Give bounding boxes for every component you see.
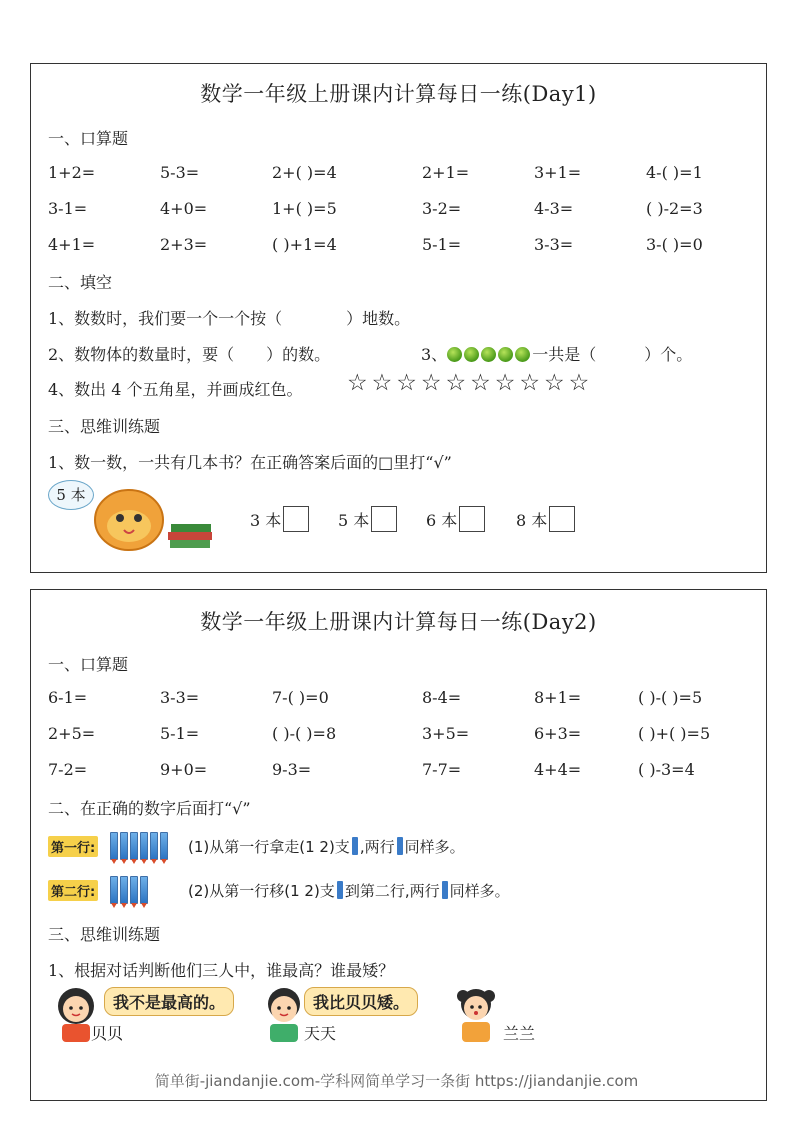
problem: ( )+1=4 bbox=[272, 235, 337, 254]
fill-question-2: 2、数物体的数量时，要（ ）的数。 bbox=[48, 345, 331, 364]
stars-row-icon: ☆☆☆☆☆☆☆☆☆☆ bbox=[347, 370, 594, 396]
problem: 8-4= bbox=[422, 688, 462, 707]
problem: ( )-2=3 bbox=[646, 199, 703, 218]
footer-watermark: 简单街-jiandanjie.com-学科网简单学习一条街 https://jiandanjie.com bbox=[154, 1072, 639, 1090]
day2-section1-heading: 一、口算题 bbox=[48, 655, 129, 674]
pencil-question-1: (1)从第一行拿走(1 2)支 ,两行 同样多。 bbox=[188, 838, 465, 856]
pencil-question-2: (2)从第一行移(1 2)支 到第二行,两行 同样多。 bbox=[188, 882, 510, 900]
problem: 3-2= bbox=[422, 199, 462, 218]
problem: ( )-3=4 bbox=[638, 760, 695, 779]
problem: 9+0= bbox=[160, 760, 208, 779]
day2-title: 数学一年级上册课内计算每日一练(Day2) bbox=[200, 610, 597, 634]
problem: 4-( )=1 bbox=[646, 163, 703, 182]
problem: 1+( )=5 bbox=[272, 199, 337, 218]
pencil-icon bbox=[397, 837, 403, 855]
day1-title: 数学一年级上册课内计算每日一练(Day1) bbox=[200, 82, 597, 106]
problem: 7-2= bbox=[48, 760, 88, 779]
problem: 3+1= bbox=[534, 163, 582, 182]
fill-question-4: 4、数出 4 个五角星，并画成红色。 bbox=[48, 380, 303, 399]
name-tiantian: 天天 bbox=[304, 1024, 337, 1043]
row2-tag: 第二行: bbox=[48, 880, 98, 901]
day1-worksheet bbox=[30, 63, 767, 573]
pencil-icon bbox=[442, 881, 448, 899]
day2-thinking-question: 1、根据对话判断他们三人中，谁最高？谁最矮？ bbox=[48, 961, 395, 980]
problem: 2+1= bbox=[422, 163, 470, 182]
day2-section3-heading: 三、思维训练题 bbox=[48, 925, 161, 944]
problem: 5-1= bbox=[422, 235, 462, 254]
problem: 4+1= bbox=[48, 235, 96, 254]
problem: ( )-( )=5 bbox=[638, 688, 703, 707]
girl-lanlan-icon bbox=[451, 982, 501, 1042]
problem: 9-3= bbox=[272, 760, 312, 779]
fill-question-3-number: 3、 bbox=[421, 345, 448, 364]
problem: 8+1= bbox=[534, 688, 582, 707]
problem: 3+5= bbox=[422, 724, 470, 743]
problem: ( )+( )=5 bbox=[638, 724, 711, 743]
problem: 5-1= bbox=[160, 724, 200, 743]
boy-tiantian-icon bbox=[259, 984, 309, 1042]
speech-bubble-beibei: 我不是最高的。 bbox=[104, 987, 234, 1016]
fill-question-1: 1、数数时，我们要一个一个按（ ）地数。 bbox=[48, 309, 411, 328]
problem: 3-3= bbox=[160, 688, 200, 707]
fill-question-3 bbox=[421, 342, 692, 365]
answer-option[interactable]: 5 本 bbox=[338, 506, 397, 532]
problem: 2+( )=4 bbox=[272, 163, 337, 182]
row1-tag: 第一行: bbox=[48, 836, 98, 857]
pencil-icon bbox=[337, 881, 343, 899]
problem: 2+3= bbox=[160, 235, 208, 254]
problem: 6-1= bbox=[48, 688, 88, 707]
pencil-icon bbox=[352, 837, 358, 855]
problem: 4+4= bbox=[534, 760, 582, 779]
day1-section1-heading: 一、口算题 bbox=[48, 129, 129, 148]
fill-question-3-text: 一共是（ ）个。 bbox=[532, 345, 693, 364]
day1-section3-heading: 三、思维训练题 bbox=[48, 417, 161, 436]
answer-option[interactable]: 3 本 bbox=[250, 506, 309, 532]
problem: 6+3= bbox=[534, 724, 582, 743]
speech-bubble: 5 本 bbox=[48, 480, 94, 510]
problem: 2+5= bbox=[48, 724, 96, 743]
problem: 4-3= bbox=[534, 199, 574, 218]
problem: 3-1= bbox=[48, 199, 88, 218]
day2-section2-heading: 二、在正确的数字后面打“√” bbox=[48, 799, 251, 818]
answer-option[interactable]: 6 本 bbox=[426, 506, 485, 532]
problem: 7-7= bbox=[422, 760, 462, 779]
day2-worksheet bbox=[30, 589, 767, 1101]
apples-icon bbox=[447, 345, 532, 364]
name-lanlan: 兰兰 bbox=[503, 1024, 536, 1043]
problem: 4+0= bbox=[160, 199, 208, 218]
problem: 5-3= bbox=[160, 163, 200, 182]
day1-section2-heading: 二、填空 bbox=[48, 273, 113, 292]
problem: 1+2= bbox=[48, 163, 96, 182]
name-beibei: 贝贝 bbox=[91, 1024, 124, 1043]
day1-thinking-question: 1、数一数，一共有几本书？在正确答案后面的□里打“√” bbox=[48, 453, 452, 472]
problem: 3-( )=0 bbox=[646, 235, 703, 254]
problem: 3-3= bbox=[534, 235, 574, 254]
problem: ( )-( )=8 bbox=[272, 724, 337, 743]
answer-option[interactable]: 8 本 bbox=[516, 506, 575, 532]
speech-bubble-tiantian: 我比贝贝矮。 bbox=[304, 987, 418, 1016]
backpack-and-books-icon bbox=[86, 484, 216, 552]
problem: 7-( )=0 bbox=[272, 688, 329, 707]
